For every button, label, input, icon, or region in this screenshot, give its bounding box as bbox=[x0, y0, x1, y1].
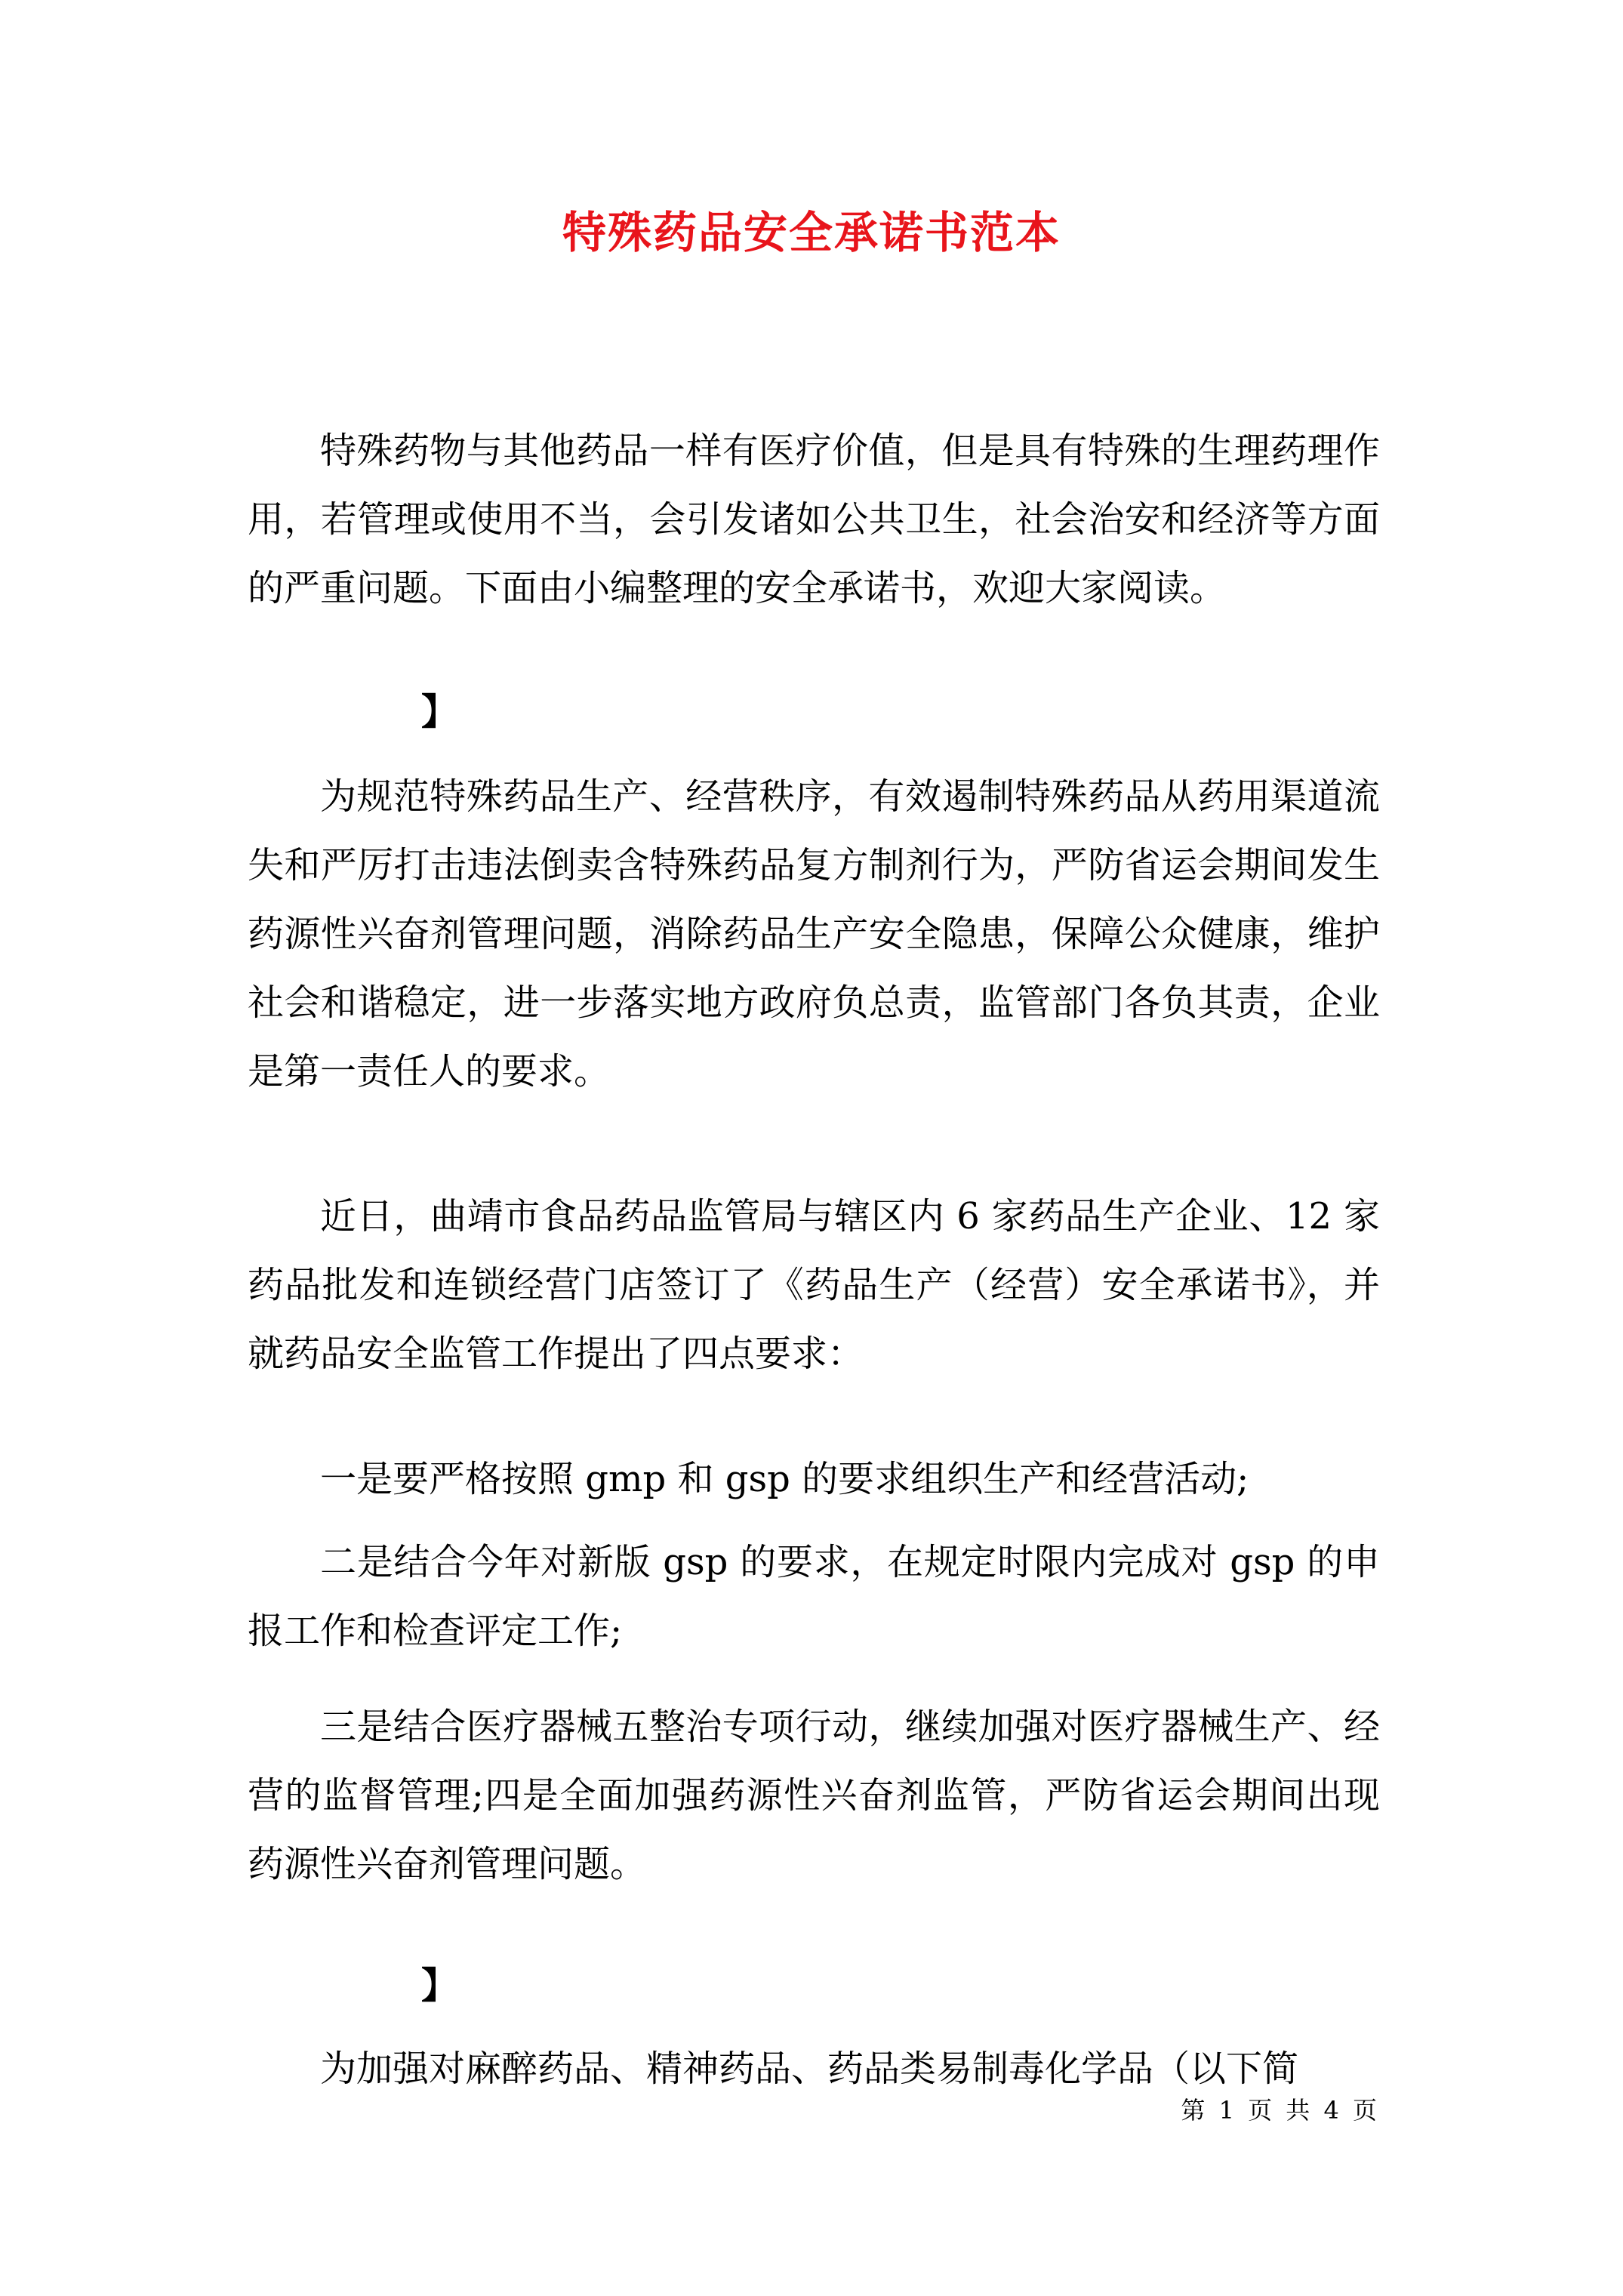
body-paragraph: 一是要严格按照 gmp 和 gsp 的要求组织生产和经营活动; bbox=[320, 1458, 1249, 1500]
body-paragraph: 三是结合医疗器械五整治专项行动，继续加强对医疗器械生产、经营的监督管理;四是全面加强药源性兴奋剂监管，严防省运会期间出现药源性兴奋剂管理问题。 bbox=[248, 1706, 1380, 1885]
page-number: 第 1 页 共 4 页 bbox=[1181, 2096, 1380, 2125]
intro-paragraph: 特殊药物与其他药品一样有医疗价值，但是具有特殊的生理药理作用，若管理或使用不当，会引发诸如公共卫生，社会治安和经济等方面的严重问题。下面由小编整理的安全承诺书，欢迎大家阅读。 bbox=[248, 430, 1380, 609]
body-paragraph: 近日，曲靖市食品药品监管局与辖区内 6 家药品生产企业、12 家药品批发和连锁经营门店签订了《药品生产（经营）安全承诺书》，并就药品安全监管工作提出了四点要求： bbox=[248, 1195, 1380, 1375]
section-bracket: 】 bbox=[421, 1965, 458, 2007]
body-paragraph: 为规范特殊药品生产、经营秩序，有效遏制特殊药品从药用渠道流失和严厉打击违法倒卖含特殊药品复方制剂行为，严防省运会期间发生药源性兴奋剂管理问题，消除药品生产安全隐患，保障公众健康，维护社会和谐稳定，进一步落实地方政府负总责，监管部门各负其责，企业是第一责任人的要求。 bbox=[248, 775, 1380, 1093]
body-paragraph: 二是结合今年对新版 gsp 的要求，在规定时限内完成对 gsp 的申报工作和检查评定工作; bbox=[248, 1541, 1380, 1652]
section-bracket: 】 bbox=[421, 691, 458, 733]
body-paragraph: 为加强对麻醉药品、精神药品、药品类易制毒化学品（以下简 bbox=[320, 2048, 1299, 2090]
document-title: 特殊药品安全承诺书范本 bbox=[562, 207, 1061, 258]
